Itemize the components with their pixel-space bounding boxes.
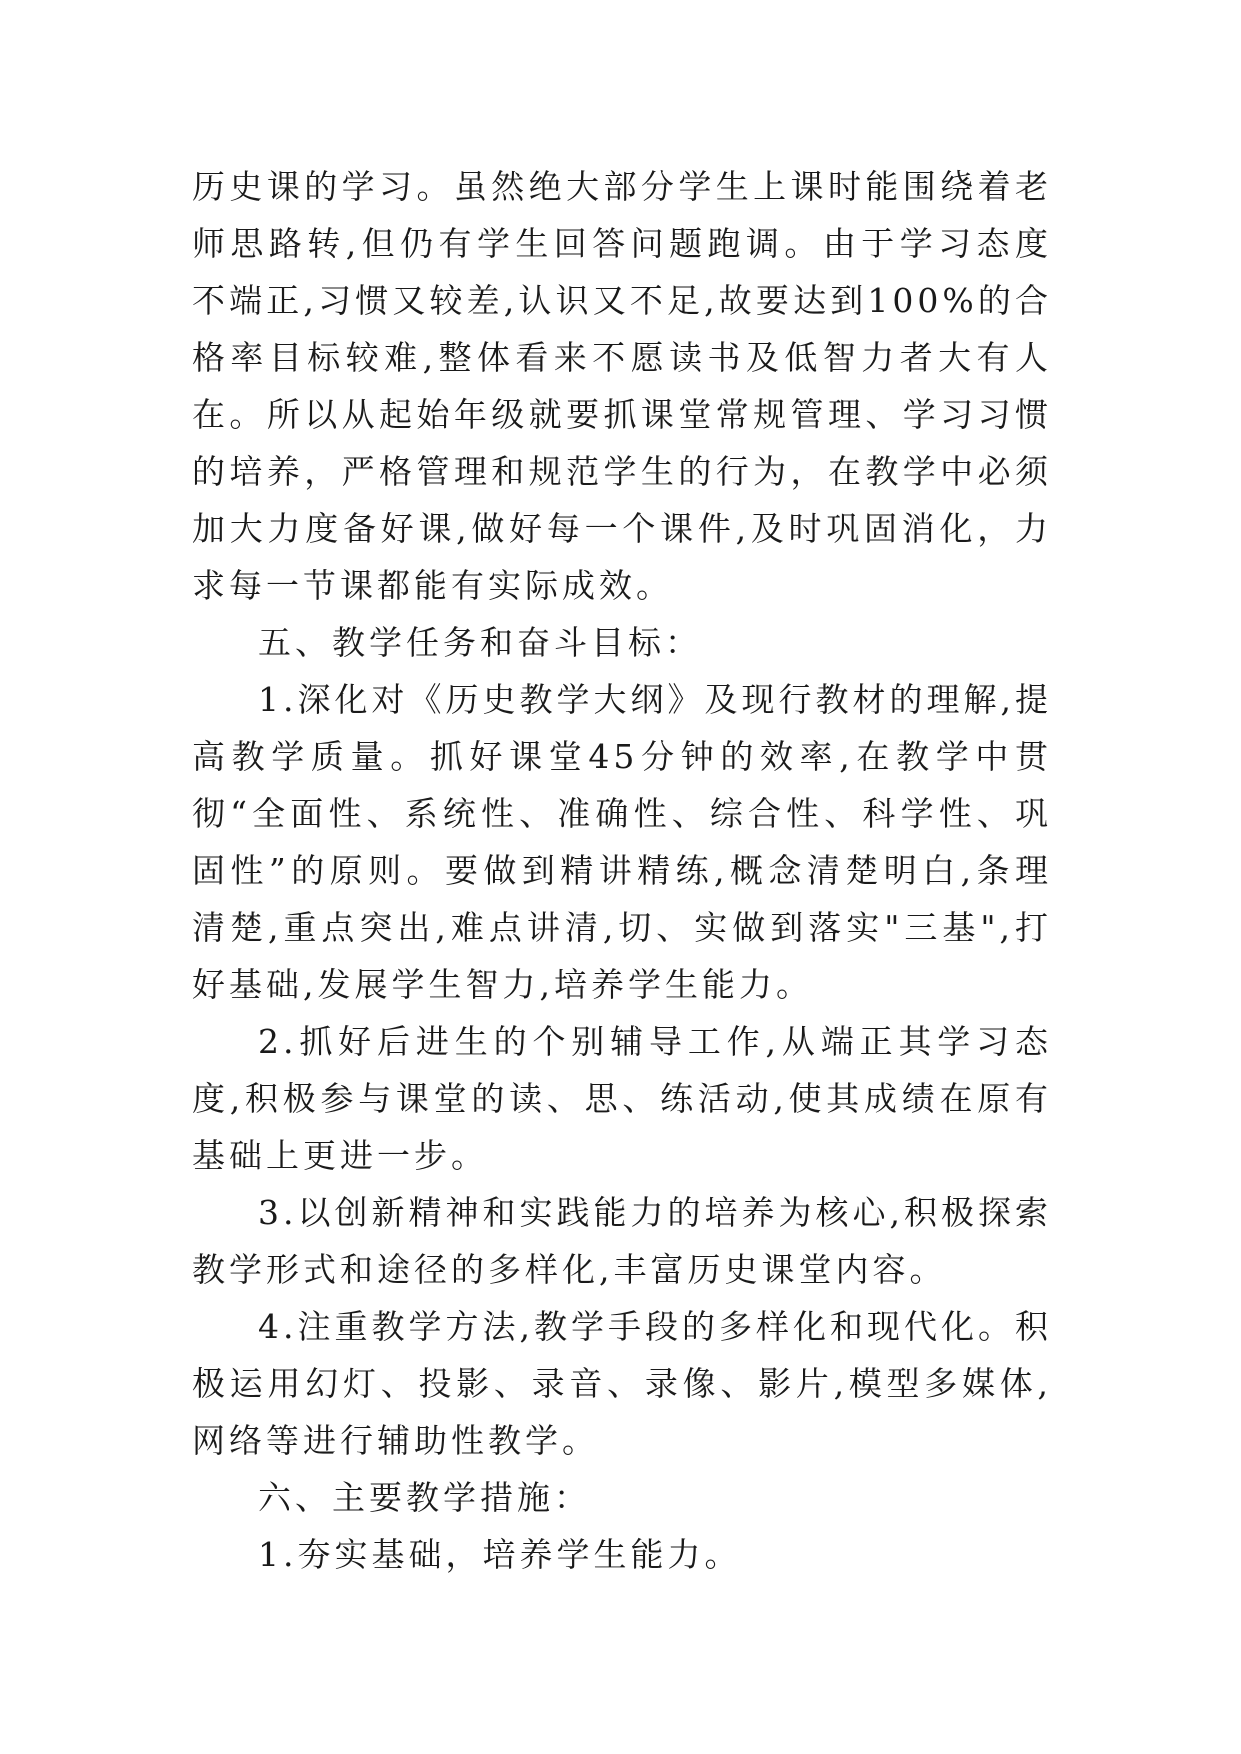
heading-section-five: 五、教学任务和奋斗目标： [258,623,702,662]
paragraph-goal-2: 2.抓好后进生的个别辅导工作,从端正其学习态度,积极参与课堂的读、思、练活动,使其成绩在原有基础上更进一步。 [192,1022,1052,1175]
paragraph-learning-situation: 历史课的学习。虽然绝大部分学生上课时能围绕着老师思路转,但仍有学生回答问题跑调。由于学习态度不端正,习惯又较差,认识又不足,故要达到100%的合格率目标较难,整体看来不愿读书及低智力者大有人在。所以从起始年级就要抓课堂常规管理、学习习惯的培养，严格管理和规范学生的行为，在教学中必须加大力度备好课,做好每一个课件,及时巩固消化，力求每一节课都能有实际成效。 [192,167,1052,605]
paragraph-measure-1: 1.夯实基础，培养学生能力。 [258,1535,742,1574]
document-body [192,158,1052,1583]
paragraph-goal-4: 4.注重教学方法,教学手段的多样化和现代化。积极运用幻灯、投影、录音、录像、影片,模型多媒体,网络等进行辅助性教学。 [192,1307,1052,1460]
heading-section-six: 六、主要教学措施： [258,1478,591,1517]
paragraph-goal-3: 3.以创新精神和实践能力的培养为核心,积极探索教学形式和途径的多样化,丰富历史课堂内容。 [192,1193,1052,1289]
paragraph-goal-1: 1.深化对《历史教学大纲》及现行教材的理解,提高教学质量。抓好课堂45分钟的效率,在教学中贯彻“全面性、系统性、准确性、综合性、科学性、巩固性”的原则。要做到精讲精练,概念清楚明白,条理清楚,重点突出,难点讲清,切、实做到落实"三基",打好基础,发展学生智力,培养学生能力。 [192,680,1052,1004]
